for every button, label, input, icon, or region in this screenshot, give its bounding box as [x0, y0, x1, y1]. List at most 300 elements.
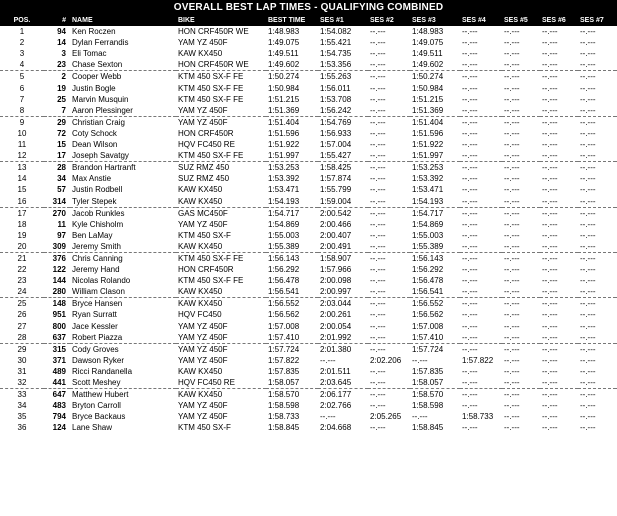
table-row: [0, 37, 617, 48]
ses-7-cell: --.---: [580, 185, 596, 195]
ses-5-cell: --.---: [504, 72, 520, 82]
rider-number-cell: 315: [52, 344, 66, 354]
ses-3-cell: 1:51.596: [412, 128, 444, 138]
ses-5-cell: --.---: [504, 253, 520, 263]
ses-5-cell: --.---: [504, 83, 520, 93]
ses-7-cell: --.---: [578, 241, 616, 253]
ses-6-cell: --.---: [542, 355, 558, 365]
ses-4-cell: --.---: [462, 208, 478, 218]
rider-number-cell: 25: [57, 94, 66, 104]
best-time-cell: 1:56.552: [268, 299, 300, 309]
ses-2-cell: --.---: [368, 286, 410, 298]
ses-1-cell: 2:03.044: [320, 299, 352, 309]
rider-name-cell: Dawson Ryker: [72, 355, 125, 365]
ses-3-cell: --.---: [412, 412, 428, 422]
ses-3-cell: 1:56.143: [412, 253, 444, 263]
ses-2-cell: --.---: [370, 185, 386, 195]
ses-5-cell: --.---: [504, 265, 520, 275]
position-cell: 6: [19, 83, 25, 93]
ses-1-cell: 2:06.177: [320, 390, 352, 400]
ses-2-cell: --.---: [368, 241, 410, 253]
ses-6-cell: --.---: [542, 163, 558, 173]
best-time-cell: 1:58.570: [268, 390, 300, 400]
table-row: [0, 105, 617, 117]
ses-7-cell: --.---: [578, 59, 616, 71]
ses-7-cell: --.---: [578, 150, 616, 162]
ses-7-cell: --.---: [578, 332, 616, 344]
ses-3-cell: 1:56.552: [412, 299, 444, 309]
table-row: [0, 366, 617, 377]
ses-5-cell: --.---: [502, 241, 540, 253]
ses-7-cell: --.---: [580, 423, 596, 433]
rider-name-cell: William Clason: [70, 286, 176, 298]
ses-6-cell: --.---: [540, 241, 578, 253]
ses-3-cell: 1:56.541: [410, 286, 460, 298]
ses-1-cell: 2:04.668: [320, 423, 352, 433]
ses-4-cell: --.---: [462, 163, 478, 173]
ses-3-cell: --.---: [412, 355, 428, 365]
ses-7-cell: --.---: [580, 128, 596, 138]
rider-number-cell: 15: [57, 140, 66, 150]
rider-name-cell: Ricci Randanella: [72, 366, 133, 376]
ses-3-cell: 1:51.997: [410, 150, 460, 162]
rider-number-cell: 371: [52, 355, 66, 365]
ses-5-cell: --.---: [504, 412, 520, 422]
rider-number-cell: 270: [52, 208, 66, 218]
bike-cell: KTM 450 SX-F FE: [178, 83, 244, 93]
ses-6-cell: --.---: [542, 230, 558, 240]
table-row: [0, 389, 617, 401]
ses-4-cell: --.---: [462, 140, 478, 150]
table-row: [0, 116, 617, 128]
rider-number-cell: 28: [57, 163, 66, 173]
ses-2-cell: --.---: [370, 219, 386, 229]
table-row: [0, 241, 617, 253]
ses-1-cell: 2:01.380: [320, 344, 352, 354]
ses-3-cell: 1:53.253: [412, 163, 444, 173]
ses-6-cell: --.---: [540, 286, 578, 298]
rider-name-cell: Justin Rodbell: [72, 185, 123, 195]
best-time-cell: 1:58.057: [266, 377, 318, 389]
bike-cell: YAM YZ 450F: [176, 332, 266, 344]
ses-6-cell: --.---: [542, 72, 558, 82]
ses-4-cell: --.---: [462, 128, 478, 138]
ses-2-cell: --.---: [370, 321, 386, 331]
best-time-cell: 1:53.471: [268, 185, 300, 195]
best-time-cell: 1:49.511: [268, 49, 299, 59]
rider-name-cell: Coty Schock: [72, 128, 117, 138]
best-time-cell: 1:51.404: [268, 117, 300, 127]
ses-5-cell: --.---: [504, 276, 520, 286]
ses-7-cell: --.---: [580, 276, 596, 286]
ses-2-cell: --.---: [368, 377, 410, 389]
ses-4-cell: --.---: [462, 230, 478, 240]
bike-cell: SUZ RMZ 450: [178, 163, 230, 173]
ses-6-cell: --.---: [542, 38, 558, 48]
rider-name-cell: Kyle Chisholm: [72, 219, 124, 229]
ses-3-cell: 1:49.602: [410, 59, 460, 71]
rider-name-cell: Joseph Savatgy: [70, 150, 176, 162]
ses-7-cell: --.---: [580, 72, 596, 82]
ses-1-cell: 1:55.263: [320, 72, 352, 82]
ses-7-cell: --.---: [580, 94, 596, 104]
rider-name-cell: Bryce Hansen: [72, 299, 123, 309]
ses-2-cell: --.---: [370, 276, 386, 286]
position-cell: 34: [17, 401, 27, 411]
ses-6-cell: --.---: [540, 105, 578, 117]
rider-name-cell: Aaron Plessinger: [70, 105, 176, 117]
best-time-cell: 1:53.392: [268, 174, 300, 184]
ses-7-cell: --.---: [580, 265, 596, 275]
ses-3-cell: 1:54.193: [410, 196, 460, 208]
ses-4-cell: 1:57.822: [462, 355, 494, 365]
ses-1-cell: 2:00.997: [318, 286, 368, 298]
rider-name-cell: Marvin Musquin: [72, 94, 129, 104]
col-header-bike: BIKE: [176, 15, 266, 26]
ses-4-cell: --.---: [462, 94, 478, 104]
ses-1-cell: 1:55.421: [320, 38, 352, 48]
bike-cell: YAM YZ 450F: [178, 117, 228, 127]
ses-1-cell: 1:56.933: [320, 128, 352, 138]
best-time-cell: 1:54.717: [268, 208, 300, 218]
rider-number-cell: 637: [44, 332, 70, 344]
table-row: [0, 230, 617, 241]
best-time-cell: 1:57.724: [268, 344, 300, 354]
ses-4-cell: --.---: [460, 196, 502, 208]
rider-number-cell: 17: [44, 150, 70, 162]
ses-6-cell: --.---: [542, 344, 558, 354]
bike-cell: HON CRF450R: [178, 265, 234, 275]
ses-4-cell: --.---: [462, 72, 478, 82]
rider-name-cell: Jeremy Hand: [72, 265, 120, 275]
position-cell: 4: [0, 59, 44, 71]
rider-number-cell: 7: [44, 105, 70, 117]
ses-3-cell: 1:54.869: [412, 219, 444, 229]
best-time-cell: 1:50.984: [268, 83, 300, 93]
table-row: [0, 309, 617, 320]
rider-name-cell: Bryton Carroll: [72, 401, 121, 411]
ses-5-cell: --.---: [502, 377, 540, 389]
ses-4-cell: --.---: [462, 321, 478, 331]
position-cell: 11: [17, 140, 27, 150]
position-cell: 28: [0, 332, 44, 344]
ses-2-cell: --.---: [370, 401, 386, 411]
rider-name-cell: Ryan Surratt: [72, 310, 117, 320]
ses-7-cell: --.---: [580, 401, 596, 411]
ses-3-cell: 1:51.215: [412, 94, 444, 104]
position-cell: 7: [19, 94, 25, 104]
rider-number-cell: 148: [52, 299, 66, 309]
ses-5-cell: --.---: [504, 344, 520, 354]
ses-4-cell: 1:58.733: [462, 412, 494, 422]
ses-5-cell: --.---: [502, 59, 540, 71]
best-time-cell: 1:56.541: [266, 286, 318, 298]
best-time-cell: 1:51.922: [268, 140, 300, 150]
ses-4-cell: --.---: [460, 150, 502, 162]
ses-6-cell: --.---: [542, 310, 558, 320]
bike-cell: YAM YZ 450F: [176, 105, 266, 117]
ses-6-cell: --.---: [542, 83, 558, 93]
rider-number-cell: 309: [44, 241, 70, 253]
ses-5-cell: --.---: [504, 355, 520, 365]
ses-4-cell: --.---: [462, 38, 478, 48]
bike-cell: HON CRF450R WE: [178, 27, 249, 37]
ses-5-cell: --.---: [502, 105, 540, 117]
ses-4-cell: --.---: [462, 390, 478, 400]
bike-cell: HQV FC450 RE: [176, 377, 266, 389]
ses-5-cell: --.---: [504, 423, 520, 433]
ses-3-cell: 1:54.717: [412, 208, 444, 218]
ses-3-cell: 1:58.845: [412, 423, 444, 433]
table-row: [0, 422, 617, 433]
ses-1-cell: 1:58.425: [320, 163, 352, 173]
rider-number-cell: 800: [52, 321, 66, 331]
ses-2-cell: --.---: [370, 72, 386, 82]
rider-number-cell: 29: [57, 117, 66, 127]
ses-7-cell: --.---: [580, 230, 596, 240]
best-time-cell: 1:57.835: [268, 366, 300, 376]
bike-cell: KAW KX450: [176, 196, 266, 208]
position-cell: 8: [0, 105, 44, 117]
ses-3-cell: 1:58.057: [410, 377, 460, 389]
bike-cell: KTM 450 SX-F FE: [178, 276, 244, 286]
ses-4-cell: --.---: [460, 59, 502, 71]
ses-7-cell: --.---: [580, 344, 596, 354]
ses-5-cell: --.---: [504, 321, 520, 331]
ses-4-cell: --.---: [462, 219, 478, 229]
bike-cell: YAM YZ 450F: [178, 401, 228, 411]
position-cell: 33: [17, 390, 27, 400]
ses-7-cell: --.---: [578, 377, 616, 389]
bike-cell: YAM YZ 450F: [178, 344, 228, 354]
bike-cell: YAM YZ 450F: [178, 355, 228, 365]
ses-6-cell: --.---: [542, 140, 558, 150]
ses-1-cell: 2:00.098: [320, 276, 352, 286]
position-cell: 22: [17, 265, 27, 275]
rider-name-cell: Max Anstie: [72, 174, 112, 184]
ses-1-cell: 1:57.874: [320, 174, 352, 184]
rider-number-cell: 489: [52, 366, 66, 376]
ses-1-cell: 2:03.645: [318, 377, 368, 389]
ses-2-cell: --.---: [370, 299, 386, 309]
ses-5-cell: --.---: [504, 366, 520, 376]
ses-6-cell: --.---: [542, 253, 558, 263]
ses-2-cell: --.---: [370, 83, 386, 93]
rider-number-cell: 19: [57, 83, 66, 93]
ses-7-cell: --.---: [580, 83, 596, 93]
rider-name-cell: Jace Kessler: [72, 321, 118, 331]
best-time-cell: 1:56.562: [268, 310, 300, 320]
ses-3-cell: 1:56.478: [412, 276, 444, 286]
bike-cell: KTM 450 SX-F: [178, 230, 231, 240]
ses-4-cell: --.---: [462, 27, 478, 37]
ses-5-cell: --.---: [504, 401, 520, 411]
rider-number-cell: 441: [44, 377, 70, 389]
ses-1-cell: 2:00.261: [320, 310, 352, 320]
rider-name-cell: Christian Craig: [72, 117, 125, 127]
position-cell: 17: [17, 208, 27, 218]
ses-3-cell: 1:48.983: [412, 27, 444, 37]
position-cell: 19: [17, 230, 27, 240]
ses-4-cell: --.---: [462, 401, 478, 411]
rider-name-cell: Eli Tomac: [72, 49, 107, 59]
bike-cell: KTM 450 SX-F FE: [178, 94, 244, 104]
ses-1-cell: 1:55.799: [320, 185, 352, 195]
ses-1-cell: 2:00.054: [320, 321, 352, 331]
ses-3-cell: 1:58.598: [412, 401, 444, 411]
ses-1-cell: 1:53.356: [318, 59, 368, 71]
table-row: [0, 128, 617, 139]
rider-name-cell: Chris Canning: [72, 253, 123, 263]
ses-7-cell: --.---: [580, 321, 596, 331]
ses-2-cell: --.---: [370, 163, 386, 173]
col-header-ses-5: SES #5: [502, 15, 540, 26]
ses-4-cell: --.---: [462, 49, 478, 59]
table-row: [0, 207, 617, 219]
bike-cell: HQV FC450 RE: [178, 140, 235, 150]
ses-1-cell: 1:54.082: [320, 27, 352, 37]
position-cell: 35: [17, 412, 27, 422]
ses-5-cell: --.---: [504, 310, 520, 320]
ses-5-cell: --.---: [502, 332, 540, 344]
rider-number-cell: 57: [57, 185, 66, 195]
table-row: [0, 355, 617, 366]
position-cell: 30: [17, 355, 27, 365]
col-header-ses-1: SES #1: [318, 15, 368, 26]
table-header-row: [0, 15, 617, 26]
ses-6-cell: --.---: [542, 390, 558, 400]
ses-6-cell: --.---: [542, 401, 558, 411]
rider-number-cell: 647: [52, 390, 66, 400]
ses-3-cell: 1:56.292: [412, 265, 444, 275]
ses-2-cell: --.---: [370, 265, 386, 275]
bike-cell: HQV FC450: [178, 310, 222, 320]
table-row: [0, 196, 617, 208]
rider-number-cell: 23: [44, 59, 70, 71]
ses-3-cell: 1:50.274: [412, 72, 444, 82]
position-cell: 2: [19, 38, 25, 48]
table-row: [0, 264, 617, 275]
ses-6-cell: --.---: [542, 219, 558, 229]
ses-7-cell: --.---: [580, 299, 596, 309]
ses-4-cell: --.---: [462, 299, 478, 309]
col-header-ses-6: SES #6: [540, 15, 578, 26]
bike-cell: KAW KX450: [178, 366, 223, 376]
ses-5-cell: --.---: [504, 117, 520, 127]
best-time-cell: 1:50.274: [268, 72, 300, 82]
table-row: [0, 377, 617, 389]
ses-1-cell: 2:02.766: [320, 401, 352, 411]
ses-7-cell: --.---: [580, 355, 596, 365]
best-time-cell: 1:57.410: [266, 332, 318, 344]
position-cell: 29: [17, 344, 27, 354]
best-time-cell: 1:58.733: [268, 412, 300, 422]
position-cell: 9: [19, 117, 25, 127]
ses-6-cell: --.---: [540, 332, 578, 344]
best-time-cell: 1:51.997: [266, 150, 318, 162]
position-cell: 25: [17, 299, 27, 309]
ses-4-cell: --.---: [462, 185, 478, 195]
ses-6-cell: --.---: [542, 174, 558, 184]
position-cell: 18: [17, 219, 27, 229]
rider-number-cell: 144: [52, 276, 66, 286]
ses-2-cell: 2:05.265: [370, 412, 402, 422]
ses-6-cell: --.---: [540, 196, 578, 208]
ses-2-cell: --.---: [370, 94, 386, 104]
ses-7-cell: --.---: [578, 105, 616, 117]
ses-7-cell: --.---: [580, 140, 596, 150]
ses-6-cell: --.---: [542, 27, 558, 37]
ses-1-cell: 1:59.004: [318, 196, 368, 208]
position-cell: 23: [17, 276, 27, 286]
best-time-cell: 1:51.596: [268, 128, 300, 138]
ses-5-cell: --.---: [504, 390, 520, 400]
ses-7-cell: --.---: [580, 27, 596, 37]
rider-name-cell: Cody Groves: [72, 344, 119, 354]
ses-2-cell: --.---: [370, 38, 386, 48]
ses-7-cell: --.---: [578, 286, 616, 298]
rider-name-cell: Robert Piazza: [70, 332, 176, 344]
ses-5-cell: --.---: [504, 185, 520, 195]
rider-name-cell: Justin Bogle: [72, 83, 116, 93]
ses-4-cell: --.---: [460, 241, 502, 253]
rider-number-cell: 2: [61, 72, 66, 82]
ses-7-cell: --.---: [580, 117, 596, 127]
table-row: [0, 219, 617, 230]
position-cell: 3: [19, 49, 25, 59]
rider-name-cell: Chase Sexton: [70, 59, 176, 71]
ses-4-cell: --.---: [460, 377, 502, 389]
ses-2-cell: --.---: [368, 59, 410, 71]
ses-4-cell: --.---: [462, 117, 478, 127]
rider-name-cell: Ken Roczen: [72, 27, 116, 37]
position-cell: 5: [19, 72, 25, 82]
rider-name-cell: Tyler Stepek: [70, 196, 176, 208]
ses-5-cell: --.---: [502, 150, 540, 162]
ses-7-cell: --.---: [580, 208, 596, 218]
table-row: [0, 286, 617, 298]
ses-1-cell: --.---: [320, 355, 336, 365]
ses-1-cell: 1:57.004: [320, 140, 352, 150]
ses-6-cell: --.---: [540, 59, 578, 71]
ses-4-cell: --.---: [462, 366, 478, 376]
ses-7-cell: --.---: [580, 412, 596, 422]
position-cell: 21: [17, 253, 27, 263]
ses-3-cell: 1:57.008: [412, 321, 444, 331]
rider-number-cell: 122: [52, 265, 66, 275]
ses-1-cell: 1:54.735: [320, 49, 352, 59]
ses-7-cell: --.---: [580, 163, 596, 173]
rider-number-cell: 483: [52, 401, 66, 411]
ses-3-cell: 1:51.922: [412, 140, 444, 150]
bike-cell: KAW KX450: [176, 286, 266, 298]
table-row: [0, 48, 617, 59]
table-body: [0, 26, 617, 433]
ses-6-cell: --.---: [542, 94, 558, 104]
report-title: OVERALL BEST LAP TIMES - QUALIFYING COMBINED: [0, 0, 617, 15]
table-row: [0, 400, 617, 411]
rider-number-cell: 376: [52, 253, 66, 263]
ses-7-cell: --.---: [580, 366, 596, 376]
ses-7-cell: --.---: [580, 310, 596, 320]
position-cell: 26: [17, 310, 27, 320]
ses-1-cell: --.---: [320, 412, 336, 422]
rider-number-cell: 280: [44, 286, 70, 298]
ses-4-cell: --.---: [462, 253, 478, 263]
bike-cell: KTM 450 SX-F FE: [178, 253, 244, 263]
rider-name-cell: Bryce Backaus: [72, 412, 126, 422]
ses-1-cell: 1:55.427: [318, 150, 368, 162]
